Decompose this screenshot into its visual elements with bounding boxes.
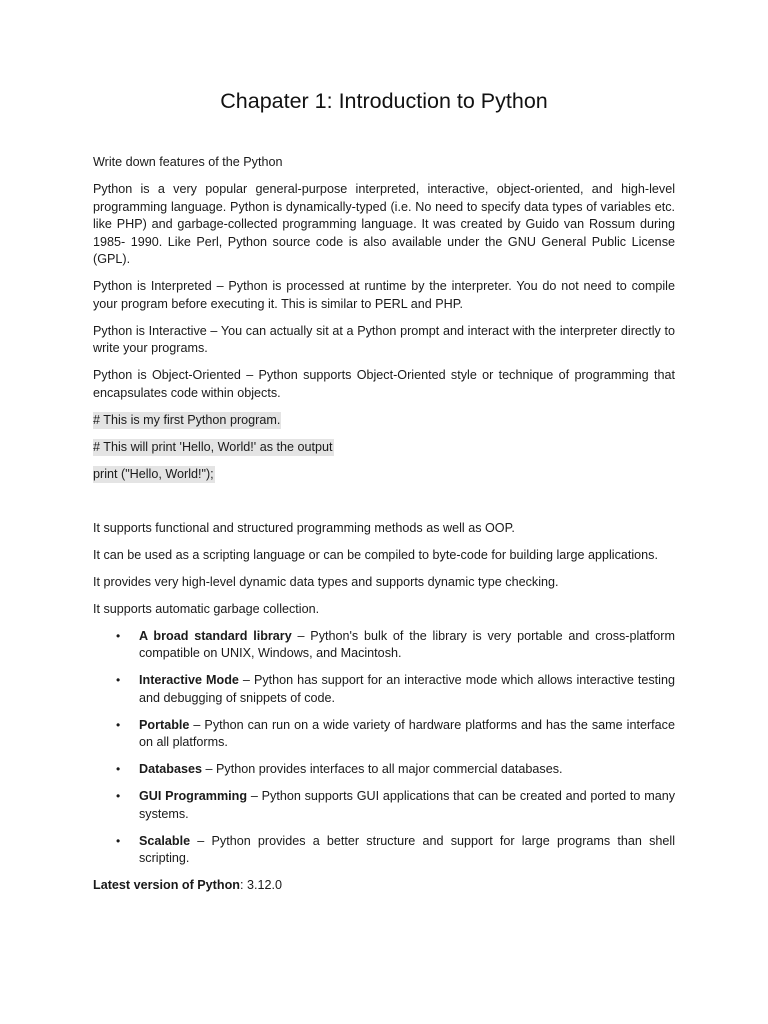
feature-desc: – Python provides a better structure and support for large programs than shell scripting. — [139, 833, 675, 865]
bullet-icon: • — [116, 628, 121, 643]
feature-term: Portable — [139, 717, 190, 732]
features-list — [93, 628, 675, 868]
code-line-comment-1: # This is my first Python program. — [93, 412, 281, 430]
question-heading: Write down features of the Python — [93, 155, 283, 169]
feature-term: A broad standard library — [139, 628, 292, 643]
list-item — [116, 833, 675, 868]
latest-version-label: Latest version of Python — [93, 878, 240, 892]
support-line-types: It provides very high-level dynamic data types and supports dynamic type checking. — [93, 574, 559, 589]
latest-version — [93, 877, 675, 895]
feature-desc: – Python has support for an interactive mode which allows interactive testing and debugging of snippets of code. — [139, 673, 675, 705]
interactive-paragraph: Python is Interactive – You can actually sit at a Python prompt and interact with the interpreter directly to write your programs. — [93, 323, 675, 355]
bullet-icon: • — [116, 717, 121, 732]
list-item — [116, 788, 675, 823]
object-oriented-paragraph: Python is Object-Oriented – Python supports Object-Oriented style or technique of programming that encapsulates code within objects. — [93, 368, 675, 400]
feature-term: GUI Programming — [139, 789, 248, 803]
blank-line — [93, 493, 675, 520]
bullet-icon: • — [116, 673, 121, 687]
intro-paragraph: Python is a very popular general-purpose interpreted, interactive, object-oriented, and high-level programming language. Python is dynamically-typed (i.e. No need to specify data types of variables etc. like PHP) and garbage-collected programming language. It was created by Guido van Rossum during 1985- 1990. Like Perl, Python source code is also available under the GNU General Public License (GPL). — [93, 182, 675, 266]
feature-term: Interactive Mode — [139, 673, 239, 687]
bullet-icon: • — [116, 762, 121, 776]
feature-desc: – Python provides interfaces to all major commercial databases. — [202, 762, 563, 776]
support-line-oop: It supports functional and structured programming methods as well as OOP. — [93, 520, 515, 535]
code-sample — [93, 412, 675, 484]
list-item — [116, 628, 675, 663]
feature-term: Databases — [139, 762, 203, 776]
bullet-icon: • — [116, 789, 121, 803]
code-line-print: print ("Hello, World!"); — [93, 466, 215, 484]
support-line-scripting: It can be used as a scripting language or can be compiled to byte-code for building large applications. — [93, 547, 658, 562]
support-line-gc: It supports automatic garbage collection. — [93, 601, 320, 616]
latest-version-value: : 3.12.0 — [239, 878, 282, 892]
feature-desc: – Python supports GUI applications that can be created and ported to many systems. — [139, 789, 675, 821]
document-content — [93, 86, 675, 895]
list-item — [116, 717, 675, 752]
interpreted-paragraph: Python is Interpreted – Python is processed at runtime by the interpreter. You do not need to compile your program before executing it. This is similar to PERL and PHP. — [93, 279, 675, 311]
list-item — [116, 672, 675, 707]
code-line-comment-2: # This will print 'Hello, World!' as the output — [93, 439, 334, 457]
feature-desc: – Python's bulk of the library is very portable and cross-platform compatible on UNIX, Windows, and Macintosh. — [139, 628, 675, 660]
bullet-icon: • — [116, 833, 121, 848]
feature-desc: – Python can run on a wide variety of hardware platforms and has the same interface on all platforms. — [139, 717, 675, 749]
page-title: Chapater 1: Introduction to Python — [220, 89, 548, 113]
feature-term: Scalable — [139, 833, 191, 848]
list-item — [116, 761, 675, 779]
